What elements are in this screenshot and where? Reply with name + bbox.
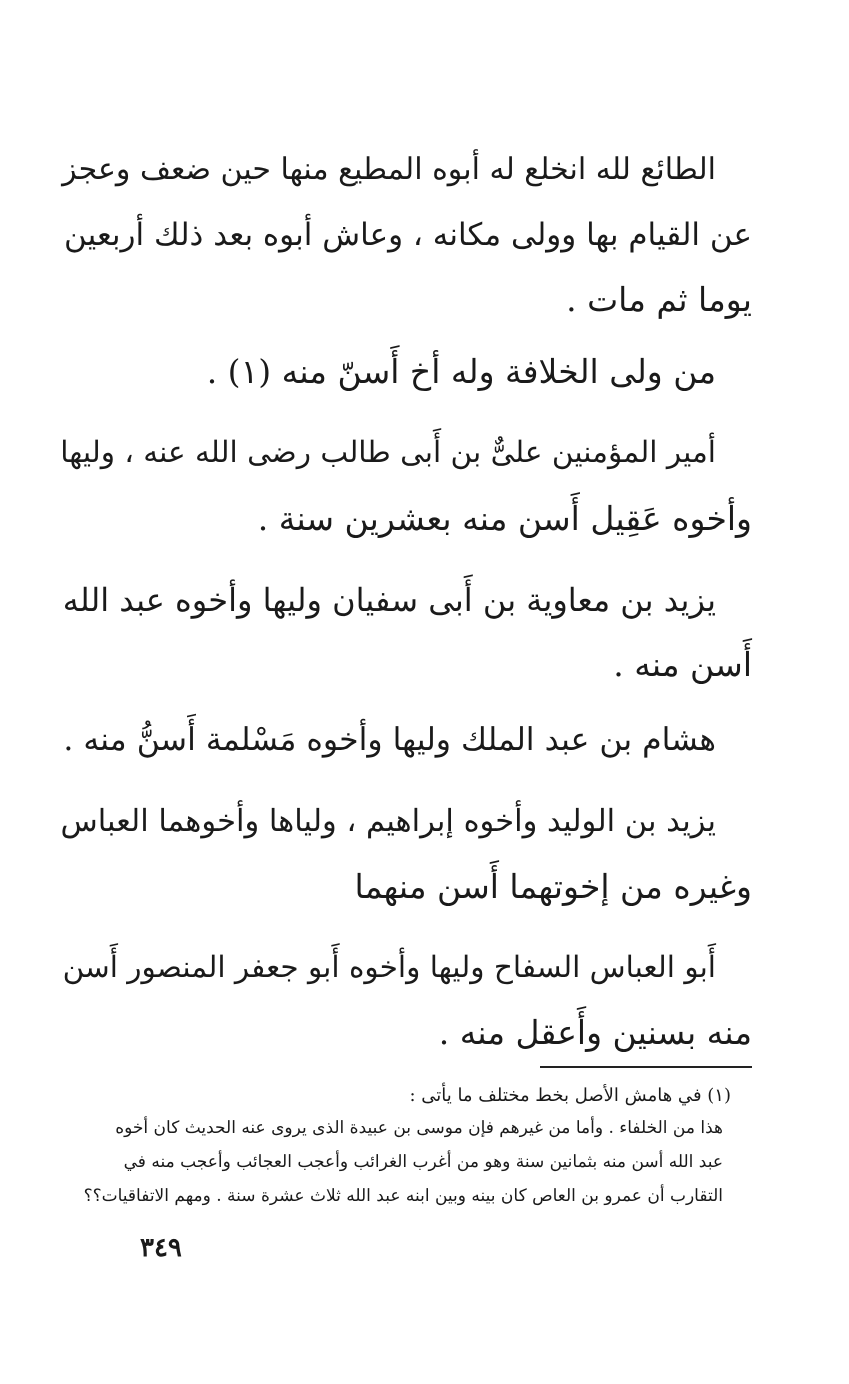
footnote-separator xyxy=(540,1066,752,1068)
body-text-line: يزيد بن الوليد وأخوه إبراهيم ، ولياها وأخوهما العباس xyxy=(60,804,716,839)
body-text-line: أَبو العباس السفاح وليها وأخوه أَبو جعفر المنصور أَسن xyxy=(62,950,716,984)
footnote-line: (١) في هامش الأصل بخط مختلف ما يأتى : xyxy=(409,1085,731,1106)
body-text-line: أمير المؤمنين علىٌّ بن أَبى طالب رضى الله عنه ، وليها xyxy=(60,435,716,469)
body-text-line: منه بسنين وأَعقل منه . xyxy=(438,1013,752,1052)
body-text-line: الطائع لله انخلع له أبوه المطيع منها حين ضعف وعجز xyxy=(62,152,716,187)
body-text-line: يوما ثم مات . xyxy=(566,280,752,319)
body-text-line: من ولى الخلافة وله أخ أَسنّ منه (١) . xyxy=(206,352,716,391)
body-text-line: يزيد بن معاوية بن أَبى سفيان وليها وأخوه عبد الله xyxy=(62,581,716,619)
footnote-line: عبد الله أسن منه بثمانين سنة وهو من أغرب الغرائب وأعجب العجائب وأعجب منه في xyxy=(123,1152,723,1172)
body-text-line: أَسن منه . xyxy=(613,645,752,684)
body-text-line: هشام بن عبد الملك وليها وأخوه مَسْلمة أَسنُّ منه . xyxy=(63,722,716,758)
footnote-line: هذا من الخلفاء . وأما من غيرهم فإن موسى بن عبيدة الذى يروى عنه الحديث كان أخوه xyxy=(115,1118,723,1138)
body-text-line: وغيره من إخوتهما أَسن منهما xyxy=(354,867,752,906)
footnote-line: التقارب أن عمرو بن العاص كان بينه وبين ابنه عبد الله ثلاث عشرة سنة . ومهم الاتفاقيات؟؟ xyxy=(83,1186,723,1206)
body-text-line: عن القيام بها وولى مكانه ، وعاش أبوه بعد ذلك أربعين xyxy=(64,217,752,253)
page-number: ٣٤٩ xyxy=(140,1233,182,1263)
body-text-line: وأخوه عَقِيل أَسن منه بعشرين سنة . xyxy=(257,499,752,538)
